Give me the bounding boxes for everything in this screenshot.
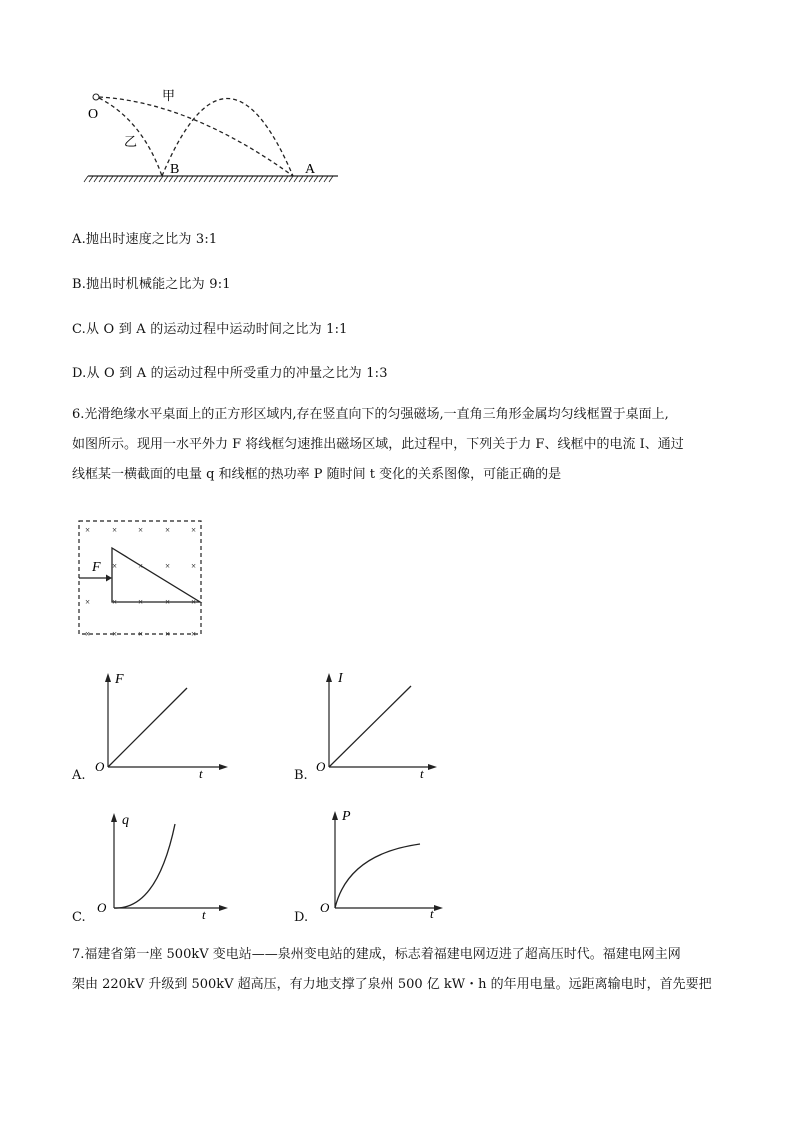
graph-b-xlabel: t: [420, 766, 424, 778]
hatch-line: [274, 176, 278, 182]
label-o: O: [88, 107, 99, 122]
force-arrow-head: [106, 575, 112, 582]
label-yi: 乙: [124, 134, 138, 149]
hatch-line: [269, 176, 273, 182]
ground-hatching: [84, 176, 338, 182]
hatch-line: [329, 176, 333, 182]
hatch-line: [89, 176, 93, 182]
q6-line1: 6.光滑绝缘水平桌面上的正方形区域内,存在竖直向下的匀强磁场,一直角三角形金属均匀线框置于桌面上,: [72, 407, 669, 422]
graph-d-origin: O: [320, 900, 330, 915]
hatch-line: [204, 176, 208, 182]
hatch-line: [94, 176, 98, 182]
hatch-line: [194, 176, 198, 182]
hatch-line: [259, 176, 263, 182]
field-x-mark: ×: [191, 525, 197, 535]
q6-line2: 如图所示。现用一水平外力 F 将线框匀速推出磁场区域，此过程中，下列关于力 F、线框中的电流 I、通过: [72, 437, 684, 452]
label-jia: 甲: [162, 88, 176, 103]
field-marks: [85, 525, 196, 639]
graph-a-ylabel: F: [115, 672, 124, 687]
hatch-line: [224, 176, 228, 182]
hatch-line: [109, 176, 113, 182]
option-c: C.从 O 到 A 的运动过程中运动时间之比为 1:1: [72, 322, 348, 337]
magnetic-field-figure: [76, 518, 208, 640]
graph-b: [316, 668, 456, 778]
hatch-line: [104, 176, 108, 182]
q7-line1: 7.福建省第一座 500kV 变电站——泉州变电站的建成，标志着福建电网迈进了超高压时代。福建电网主网: [72, 947, 681, 962]
field-x-mark: ×: [138, 525, 144, 535]
graph-d-option: D.: [294, 910, 309, 925]
label-b: B: [170, 162, 180, 177]
field-x-mark: ×: [138, 561, 144, 571]
hatch-line: [324, 176, 328, 182]
field-x-mark: ×: [112, 629, 118, 639]
field-x-mark: ×: [165, 525, 171, 535]
graph-d-ylabel: P: [342, 809, 351, 824]
graph-d-curve: [335, 844, 420, 908]
hatch-line: [99, 176, 103, 182]
hatch-line: [189, 176, 193, 182]
field-x-mark: ×: [138, 597, 144, 607]
hatch-line: [279, 176, 283, 182]
field-x-mark: ×: [85, 629, 91, 639]
triangle-frame: [112, 548, 200, 602]
field-x-mark: ×: [112, 597, 118, 607]
field-x-mark: ×: [112, 525, 118, 535]
hatch-line: [239, 176, 243, 182]
hatch-line: [114, 176, 118, 182]
hatch-line: [219, 176, 223, 182]
question-6: [72, 400, 732, 490]
hatch-line: [124, 176, 128, 182]
hatch-line: [289, 176, 293, 182]
hatch-line: [214, 176, 218, 182]
field-x-mark: ×: [191, 561, 197, 571]
graph-c-option: C.: [72, 910, 86, 925]
graph-b-curve: [329, 686, 411, 767]
hatch-line: [209, 176, 213, 182]
hatch-line: [234, 176, 238, 182]
hatch-line: [249, 176, 253, 182]
hatch-line: [199, 176, 203, 182]
graph-c-curve: [114, 824, 175, 908]
hatch-line: [184, 176, 188, 182]
hatch-line: [229, 176, 233, 182]
q6-line3: 线框某一横截面的电量 q 和线框的热功率 P 随时间 t 变化的关系图像，可能正确的是: [72, 467, 562, 482]
graph-a-option: A.: [72, 768, 86, 783]
hatch-line: [284, 176, 288, 182]
field-x-mark: ×: [165, 629, 171, 639]
field-x-mark: ×: [191, 629, 197, 639]
hatch-line: [164, 176, 168, 182]
hatch-line: [294, 176, 298, 182]
graph-b-origin: O: [316, 759, 326, 774]
hatch-line: [244, 176, 248, 182]
graph-c: [97, 808, 237, 920]
graph-a-origin: O: [95, 759, 105, 774]
field-x-mark: ×: [191, 597, 197, 607]
option-a: A.抛出时速度之比为 3:1: [72, 232, 218, 247]
trajectory-yi-bounce: [162, 99, 293, 177]
option-d: D.从 O 到 A 的运动过程中所受重力的冲量之比为 1:3: [72, 366, 388, 381]
graph-d-xlabel: t: [430, 906, 434, 920]
hatch-line: [119, 176, 123, 182]
field-x-mark: ×: [85, 525, 91, 535]
hatch-line: [299, 176, 303, 182]
field-x-mark: ×: [165, 597, 171, 607]
hatch-line: [134, 176, 138, 182]
hatch-line: [254, 176, 258, 182]
question-7: [72, 940, 732, 1000]
launch-point-o: [93, 94, 99, 100]
hatch-line: [129, 176, 133, 182]
option-b: B.抛出时机械能之比为 9:1: [72, 277, 231, 292]
graph-a: [95, 668, 235, 778]
graph-a-curve: [108, 688, 187, 767]
hatch-line: [139, 176, 143, 182]
field-x-mark: ×: [165, 561, 171, 571]
q7-line2: 架由 220kV 升级到 500kV 超高压，有力地支撑了泉州 500 亿 kW・h 的年用电量。远距离输电时，首先要把: [72, 977, 712, 992]
graph-d: [320, 806, 460, 920]
graph-c-ylabel: q: [122, 813, 129, 828]
hatch-line: [179, 176, 183, 182]
graph-c-origin: O: [97, 900, 107, 915]
graph-c-xlabel: t: [202, 907, 206, 920]
field-x-mark: ×: [85, 597, 91, 607]
field-x-mark: ×: [112, 561, 118, 571]
hatch-line: [264, 176, 268, 182]
hatch-line: [319, 176, 323, 182]
hatch-line: [149, 176, 153, 182]
hatch-line: [144, 176, 148, 182]
projectile-figure: [80, 80, 350, 190]
hatch-line: [84, 176, 88, 182]
graph-b-option: B.: [294, 768, 308, 783]
label-a: A: [305, 162, 316, 177]
graph-b-ylabel: I: [338, 671, 343, 686]
field-x-mark: ×: [138, 629, 144, 639]
hatch-line: [159, 176, 163, 182]
graph-a-xlabel: t: [199, 766, 203, 778]
force-label: F: [92, 560, 101, 575]
hatch-line: [154, 176, 158, 182]
